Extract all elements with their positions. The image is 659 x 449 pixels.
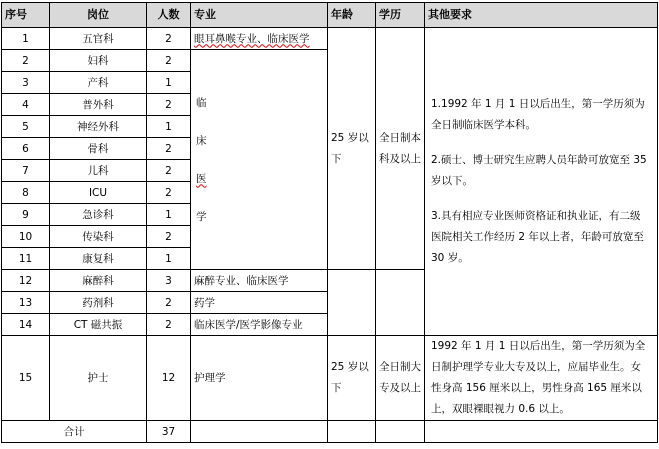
major-text: 眼耳鼻喉专业、临床医学 (194, 32, 310, 45)
requirements-cell-group2: 1992 年 1 月 1 日以后出生，第一学历须为全日制护理学专业大专及以上，应届毕业生。女性身高 156 厘米以上，男性身高 165 厘米以上，双眼裸眼视力 0.6 以上。 (425, 336, 658, 421)
seq-cell: 6 (2, 138, 50, 160)
table-row (2, 336, 658, 421)
post-cell: 护士 (50, 336, 147, 421)
post-cell: 神经外科 (50, 116, 147, 138)
post-cell: 五官科 (50, 28, 147, 50)
count-cell: 2 (147, 314, 191, 336)
major-cell: 药学 (191, 292, 328, 314)
requirements-cell-group1 (425, 28, 658, 336)
age-text-group1: 25 岁以下 (331, 131, 369, 165)
count-cell: 2 (147, 292, 191, 314)
empty-cell (191, 421, 328, 443)
post-cell: 急诊科 (50, 204, 147, 226)
count-cell: 1 (147, 248, 191, 270)
total-label: 合计 (2, 421, 147, 443)
count-cell: 1 (147, 116, 191, 138)
count-cell: 2 (147, 94, 191, 116)
edu-cell-empty (376, 270, 425, 336)
header-edu: 学历 (376, 3, 425, 28)
post-cell: 产科 (50, 72, 147, 94)
post-cell: 骨科 (50, 138, 147, 160)
empty-cell (328, 421, 376, 443)
count-cell: 1 (147, 204, 191, 226)
post-cell: CT 磁共振 (50, 314, 147, 336)
empty-cell (425, 421, 658, 443)
seq-cell: 3 (2, 72, 50, 94)
age-text-group2: 25 岁以下 (331, 361, 369, 394)
merged-major-text (194, 96, 324, 224)
requirement-3: 3.具有相应专业医师资格证和执业证，有二级医院相关工作经历 2 年以上者，年龄可放宽至 30 岁。 (431, 210, 644, 264)
seq-cell: 2 (2, 50, 50, 72)
count-cell: 2 (147, 226, 191, 248)
header-post: 岗位 (50, 3, 147, 28)
post-cell: 普外科 (50, 94, 147, 116)
seq-cell: 10 (2, 226, 50, 248)
post-cell: 麻醉科 (50, 270, 147, 292)
edu-cell-group2 (376, 336, 425, 421)
major-cell: 护理学 (191, 336, 328, 421)
count-cell: 2 (147, 50, 191, 72)
count-cell: 3 (147, 270, 191, 292)
total-row (2, 421, 658, 443)
age-cell-empty (328, 270, 376, 336)
seq-cell: 4 (2, 94, 50, 116)
age-cell-group1 (328, 28, 376, 270)
header-count: 人数 (147, 3, 191, 28)
recruitment-table (1, 2, 658, 443)
major-char: 临 (196, 96, 207, 109)
age-cell-group2 (328, 336, 376, 421)
post-cell: 药剂科 (50, 292, 147, 314)
count-cell: 2 (147, 182, 191, 204)
count-cell: 2 (147, 138, 191, 160)
header-major: 专业 (191, 3, 328, 28)
header-seq: 序号 (2, 3, 50, 28)
header-age: 年龄 (328, 3, 376, 28)
post-cell: 儿科 (50, 160, 147, 182)
seq-cell: 7 (2, 160, 50, 182)
seq-cell: 13 (2, 292, 50, 314)
major-char: 医 (196, 172, 207, 185)
seq-cell: 12 (2, 270, 50, 292)
seq-cell: 15 (2, 336, 50, 421)
seq-cell: 9 (2, 204, 50, 226)
major-cell: 麻醉专业、临床医学 (191, 270, 328, 292)
post-cell: 传染科 (50, 226, 147, 248)
seq-cell: 5 (2, 116, 50, 138)
post-cell: ICU (50, 182, 147, 204)
major-cell (191, 28, 328, 50)
seq-cell: 14 (2, 314, 50, 336)
edu-text-group2: 全日制大专及以上 (379, 361, 421, 394)
major-char: 床 (196, 134, 207, 147)
empty-cell (376, 421, 425, 443)
seq-cell: 1 (2, 28, 50, 50)
post-cell: 妇科 (50, 50, 147, 72)
header-row (2, 3, 658, 28)
edu-cell-group1 (376, 28, 425, 270)
count-cell: 1 (147, 72, 191, 94)
requirement-2: 2.硕士、博士研究生应聘人员年龄可放宽至 35 岁以下。 (431, 154, 647, 187)
major-char: 学 (196, 210, 207, 223)
count-cell: 2 (147, 28, 191, 50)
count-cell: 2 (147, 160, 191, 182)
edu-text-group1: 全日制本科及以上 (379, 131, 421, 165)
table-row (2, 28, 658, 50)
count-cell: 12 (147, 336, 191, 421)
major-cell-merged (191, 50, 328, 270)
total-count: 37 (147, 421, 191, 443)
header-other: 其他要求 (425, 3, 658, 28)
seq-cell: 8 (2, 182, 50, 204)
post-cell: 康复科 (50, 248, 147, 270)
major-cell: 临床医学/医学影像专业 (191, 314, 328, 336)
seq-cell: 11 (2, 248, 50, 270)
requirement-1: 1.1992 年 1 月 1 日以后出生，第一学历须为全日制临床医学本科。 (431, 98, 645, 131)
